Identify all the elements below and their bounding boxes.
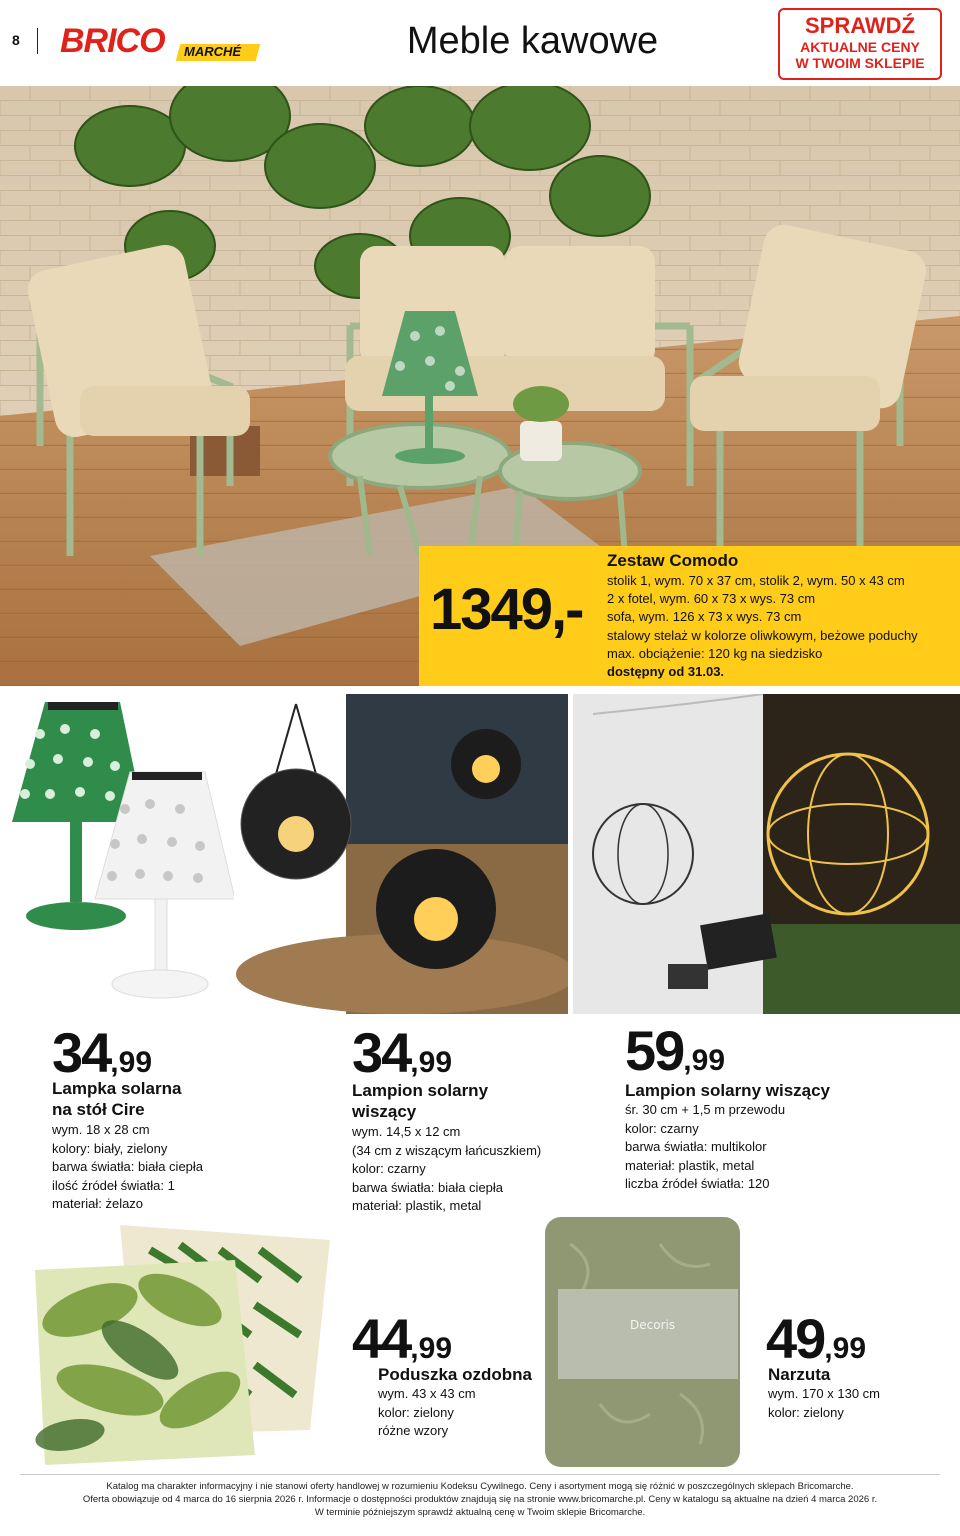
solar-table-lamp-illustration bbox=[0, 694, 234, 1014]
bricomarche-logo[interactable] bbox=[58, 22, 263, 62]
blanket-photo bbox=[540, 1214, 748, 1472]
page-number: 8 bbox=[12, 32, 20, 48]
product-2-name bbox=[352, 1080, 488, 1122]
product-5-specs bbox=[768, 1385, 880, 1422]
legal-footer bbox=[20, 1480, 940, 1519]
footer-line: Katalog ma charakter informacyjny i nie stanowi oferty handlowej w rozumieniu Kodeksu Cywilnego. Ceny i asortyment mogą się różnić w poszczególnych sklepach Bricomarche. bbox=[106, 1481, 854, 1492]
hanging-lantern-illustration bbox=[236, 694, 568, 1014]
spec-line: różne wzory bbox=[378, 1423, 449, 1438]
product-1-price bbox=[52, 1020, 152, 1085]
product-2-price bbox=[352, 1020, 452, 1085]
spec-line: wym. 170 x 130 cm bbox=[768, 1386, 880, 1401]
spec-line: barwa światła: multikolor bbox=[625, 1139, 767, 1154]
spec-line: wym. 43 x 43 cm bbox=[378, 1386, 476, 1401]
logo-brico-text: BRICO bbox=[60, 22, 165, 60]
spec-line: kolor: czarny bbox=[352, 1161, 426, 1176]
price-whole: 59 bbox=[625, 1019, 684, 1082]
price-decimals: ,99 bbox=[110, 1046, 153, 1079]
product-name-line: wiszący bbox=[352, 1102, 417, 1121]
product-3-specs bbox=[625, 1101, 785, 1194]
spec-line: materiał: plastik, metal bbox=[625, 1157, 755, 1173]
hero-spec-line: stolik 1, wym. 70 x 37 cm, stolik 2, wym. 50 x 43 cm bbox=[607, 573, 905, 588]
hero-spec-line: 2 x fotel, wym. 60 x 73 x wys. 73 cm bbox=[607, 591, 816, 607]
product-4-name bbox=[378, 1364, 532, 1385]
product-3-name bbox=[625, 1080, 830, 1101]
spec-line: liczba źródeł światła: 120 bbox=[625, 1176, 770, 1191]
blanket-brand-label: Decoris bbox=[630, 1318, 676, 1332]
hero-product-info bbox=[607, 550, 952, 681]
hero-availability: dostępny od 31.03. bbox=[607, 664, 725, 680]
product-4-specs bbox=[378, 1385, 476, 1441]
price-decimals: ,99 bbox=[824, 1332, 867, 1365]
spec-line: ilość źródeł światła: 1 bbox=[52, 1177, 175, 1193]
product-name-line: Lampka solarna bbox=[52, 1079, 182, 1098]
product-3-price bbox=[625, 1018, 725, 1083]
product-1-specs bbox=[52, 1121, 203, 1214]
spec-line: kolor: zielony bbox=[768, 1404, 844, 1420]
product-1-name bbox=[52, 1078, 181, 1120]
product-2-specs bbox=[352, 1123, 541, 1216]
footer-line: Oferta obowiązuje od 4 marca do 16 sierpnia 2026 r. Informacje o dostępności produktów znajdują się na stronie www.bricomarche.pl. Ceny w katalogu są aktualne na dzień 4 marca 2026 r. bbox=[82, 1494, 878, 1505]
hero-product-name: Zestaw Comodo bbox=[607, 551, 739, 570]
spec-line: wym. 14,5 x 12 cm bbox=[352, 1124, 461, 1139]
product-5-name bbox=[768, 1364, 830, 1385]
check-prices-badge bbox=[778, 8, 942, 80]
product-name-line: Poduszka ozdobna bbox=[378, 1365, 532, 1384]
spec-line: kolor: czarny bbox=[625, 1120, 699, 1136]
spec-line: wym. 18 x 28 cm bbox=[52, 1122, 150, 1137]
price-decimals: ,99 bbox=[410, 1046, 453, 1079]
spec-line: śr. 30 cm + 1,5 m przewodu bbox=[625, 1102, 786, 1117]
hanging-sphere-light-illustration bbox=[573, 694, 960, 1014]
product-name-line: Lampion solarny wiszący bbox=[625, 1081, 831, 1100]
footer-line: W terminie późniejszym sprawdź aktualną cenę w Twoim sklepie Bricomarche. bbox=[314, 1507, 646, 1518]
hero-spec-line: stalowy stelaż w kolorze oliwkowym, beżowe poduchy bbox=[607, 627, 918, 643]
spec-line: (34 cm z wiszącym łańcuszkiem) bbox=[352, 1142, 542, 1158]
price-whole: 34 bbox=[52, 1021, 111, 1084]
spec-line: barwa światła: biała ciepła bbox=[52, 1159, 204, 1174]
price-whole: 44 bbox=[352, 1307, 411, 1370]
logo-marche-text: MARCHÉ bbox=[184, 44, 242, 59]
check-badge-line2: AKTUALNE CENY bbox=[800, 39, 920, 55]
hero-price: 1349,- bbox=[430, 577, 583, 642]
hero-spec-line: max. obciążenie: 120 kg na siedzisko bbox=[607, 645, 823, 661]
product-name-line: Lampion solarny bbox=[352, 1081, 489, 1100]
header-divider bbox=[37, 28, 38, 54]
product-4-price bbox=[352, 1306, 452, 1371]
spec-line: kolory: biały, zielony bbox=[52, 1140, 168, 1156]
price-decimals: ,99 bbox=[683, 1044, 726, 1077]
decorative-pillow-photo bbox=[30, 1220, 340, 1470]
hero-spec-line: sofa, wym. 126 x 73 x wys. 73 cm bbox=[607, 609, 802, 625]
price-whole: 34 bbox=[352, 1021, 411, 1084]
check-badge-line1: SPRAWDŹ bbox=[805, 13, 915, 38]
table-lamp-photo bbox=[0, 694, 234, 1014]
hanging-lantern-photo bbox=[236, 694, 568, 1014]
spec-line: kolor: zielony bbox=[378, 1404, 454, 1420]
blanket-illustration bbox=[540, 1214, 748, 1472]
footer-divider bbox=[20, 1474, 940, 1475]
product-name-line: na stół Cire bbox=[52, 1100, 145, 1119]
spec-line: materiał: plastik, metal bbox=[352, 1198, 482, 1213]
page-title: Meble kawowe bbox=[406, 20, 659, 62]
spec-line: barwa światła: biała ciepła bbox=[352, 1179, 504, 1195]
spec-line: materiał: żelazo bbox=[52, 1196, 144, 1211]
pillow-illustration bbox=[30, 1220, 340, 1470]
check-badge-line3: W TWOIM SKLEPIE bbox=[795, 55, 925, 71]
price-whole: 49 bbox=[766, 1307, 825, 1370]
hanging-sphere-light-photo bbox=[573, 694, 960, 1014]
product-5-price bbox=[766, 1306, 866, 1371]
page-header bbox=[0, 0, 960, 86]
product-name-line: Narzuta bbox=[768, 1365, 831, 1384]
price-decimals: ,99 bbox=[410, 1332, 453, 1365]
